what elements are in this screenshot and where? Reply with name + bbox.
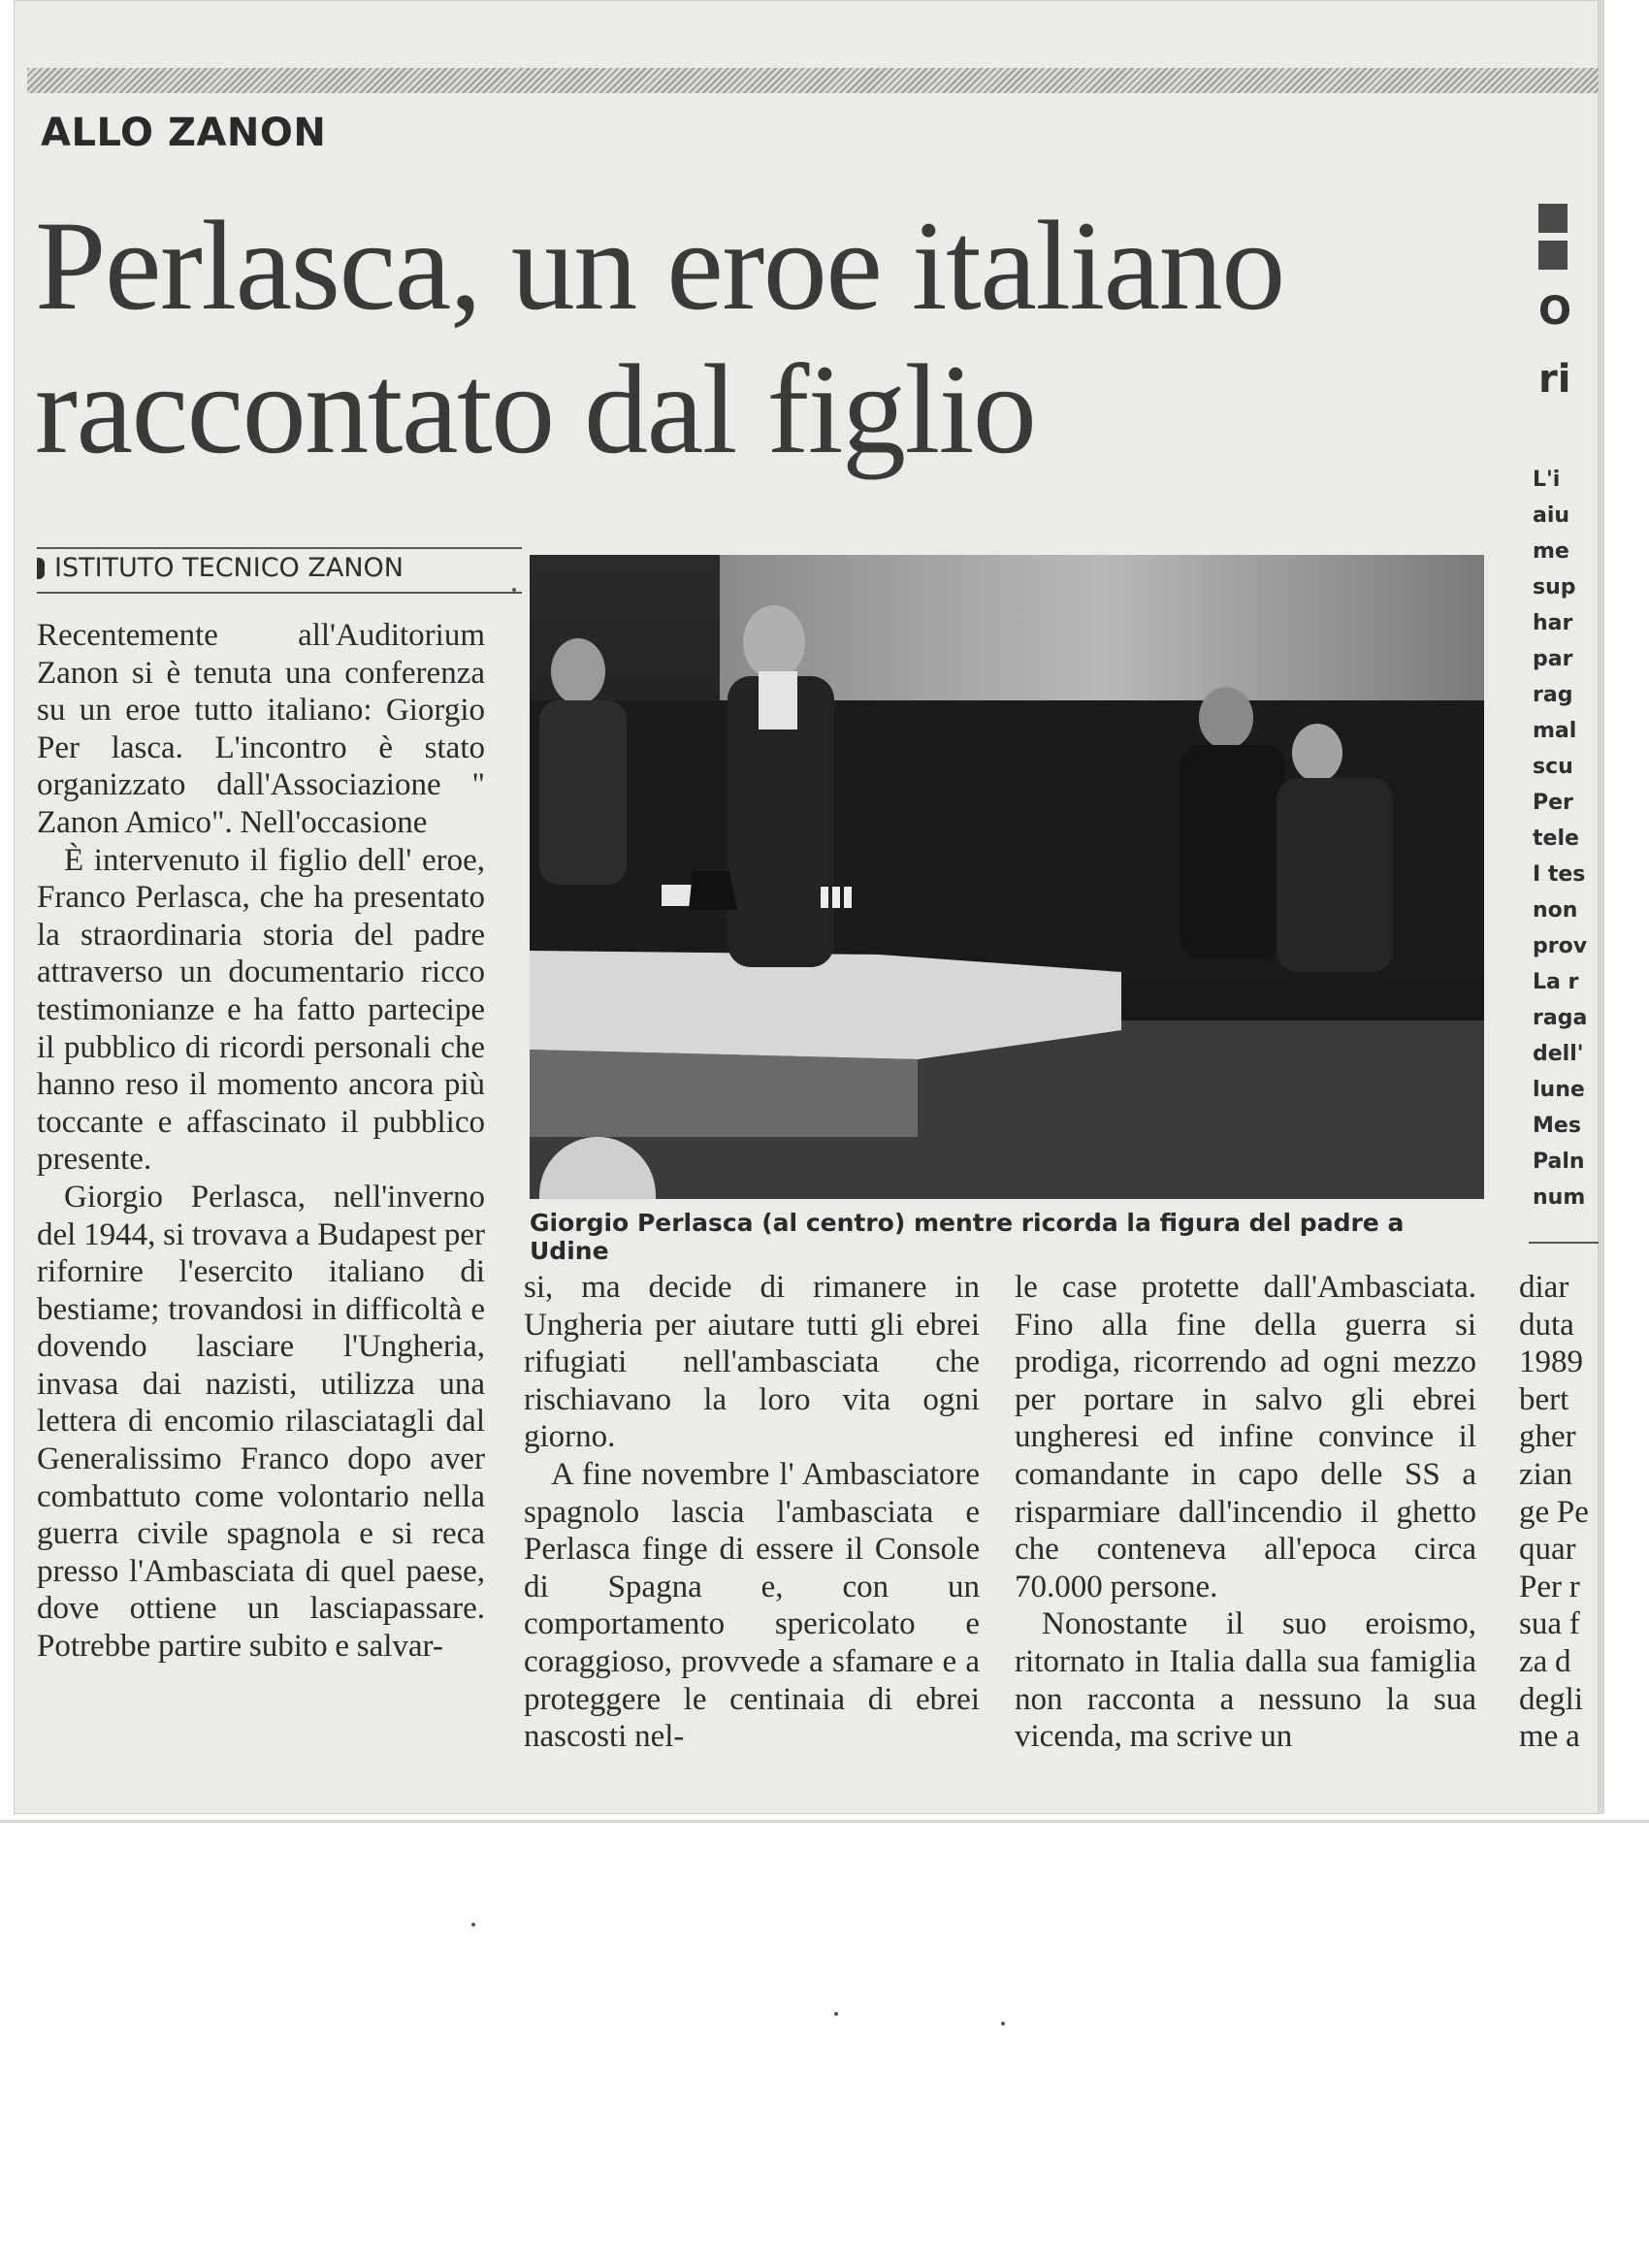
headline [35,194,1471,481]
text-fragment: prov [1533,934,1588,958]
text-fragment: me [1533,539,1569,564]
text-fragment: L'i [1533,468,1561,492]
text-fragment: har [1533,611,1573,635]
paragraph: si, ma decide di rimanere in Ungheria per aiutare tutti gli ebrei rifugiati nell'ambasciata che rischiavano la loro vita ogni giorno. [524,1270,980,1455]
section-label-text: ISTITUTO TECNICO ZANON [54,553,404,583]
text-fragment: dell' [1533,1042,1584,1066]
text-fragment: Paln [1533,1150,1585,1174]
text-fragment: me a [1519,1719,1580,1755]
section-rule [37,547,522,549]
paragraph: Recentemente all'Auditorium Zanon si è tenuta una conferenza su un eroe tutto italiano: Giorgio Per lasca. L'incontro è stato organizzato dall'Associazione " Zanon Amico". Nell'occasione [37,618,485,840]
text-fragment: tele [1533,826,1579,851]
kicker: ALLO ZANON [41,111,327,155]
section-rule [37,592,522,594]
article-column-4-fragment [1519,1269,1606,1756]
photo-illustration [530,555,1484,1199]
text-fragment: degli [1519,1681,1583,1717]
block-mark [1538,204,1568,233]
adjacent-head-fragment: O [1538,289,1572,334]
block-mark [1538,241,1568,270]
scan-edge [0,1820,1649,1823]
adjacent-article-column [1533,462,1597,1215]
scan-speck [1001,2022,1005,2025]
text-fragment: lune [1533,1078,1585,1102]
text-fragment: quar [1519,1532,1576,1568]
photo-caption: Giorgio Perlasca (al centro) mentre ricorda la figura del padre a Udine [530,1209,1405,1265]
paragraph: È intervenuto il figlio dell' eroe, Franco Perlasca, che ha presentato la straordinaria storia del padre attraverso un documentario ricco testimonianze e ha fatto partecipe il pubblico di ricordi personali che hanno reso il momento ancora più toccante e affascinato il pubblico presente. [37,842,485,1178]
text-fragment: num [1533,1185,1586,1210]
paragraph: A fine novembre l' Ambasciatore spagnolo lascia l'ambasciata e Perlasca finge di essere il Console di Spagna e, con un comportamento spericolato e coraggioso, provvede a sfamare e a proteggere le centinaia di ebrei nascosti nel- [524,1456,980,1755]
text-fragment: diar [1519,1270,1569,1305]
text-fragment: Per r [1519,1569,1580,1604]
text-fragment: par [1533,647,1573,671]
text-fragment: ge Pe [1519,1494,1589,1530]
text-fragment: Mes [1533,1114,1581,1138]
text-fragment: 1989 [1519,1345,1583,1380]
headline-line-2: raccontato dal figlio [35,338,1036,480]
scan-speck [512,588,516,592]
bullet-icon [37,558,45,579]
paragraph: Nonostante il suo eroismo, ritornato in Italia dalla sua famiglia non racconta a nessuno la sua vicenda, ma scrive un [1015,1606,1476,1755]
text-fragment: Per [1533,791,1573,815]
text-fragment: za d [1519,1643,1571,1679]
text-fragment: sua f [1519,1606,1580,1642]
text-fragment: I tes [1533,862,1586,887]
article-column-1 [37,617,485,1666]
scan-speck [834,2012,838,2016]
adjacent-article-head [1538,204,1597,413]
section-label [37,553,404,583]
text-fragment: bert [1519,1381,1569,1417]
headline-line-1: Perlasca, un eroe italiano [35,194,1284,337]
article-column-3 [1015,1269,1476,1756]
text-fragment: mal [1533,719,1577,743]
conference-photo [530,555,1484,1199]
paragraph: le case protette dall'Ambasciata. Fino alla fine della guerra si prodiga, ricorrendo ad ogni mezzo per portare in salvo gli ebrei ungheresi ed infine convince il comandante in capo delle SS a risparmiare dall'incendio il ghetto che conteneva all'epoca circa 70.000 persone. [1015,1270,1476,1604]
adjacent-head-fragment: ri [1538,357,1571,402]
text-fragment: raga [1533,1006,1588,1030]
text-fragment: gher [1519,1419,1576,1455]
column-rule [1529,1242,1599,1244]
text-fragment: zian [1519,1456,1572,1492]
text-fragment: non [1533,898,1578,923]
paragraph: Giorgio Perlasca, nell'inverno del 1944, si trovava a Budapest per rifornire l'esercito italiano di bestiame; trovandosi in difficoltà e dovendo lasciare l'Ungheria, invasa dai nazisti, utilizza una lettera di encomio rilasciatagli dal Generalissimo Franco dopo aver combattuto come volontario nella guerra civile spagnola e si reca presso l'Ambasciata di quel paese, dove ottiene un lasciapassare. Potrebbe partire subito e salvar- [37,1179,485,1665]
text-fragment: scu [1533,755,1573,779]
top-hatch-band [27,68,1599,93]
text-fragment: sup [1533,575,1576,599]
article-column-2 [524,1269,980,1756]
text-fragment: duta [1519,1307,1574,1343]
scan-speck [471,1923,475,1927]
text-fragment: La r [1533,970,1579,994]
text-fragment: aiu [1533,503,1570,528]
text-fragment: rag [1533,683,1573,707]
